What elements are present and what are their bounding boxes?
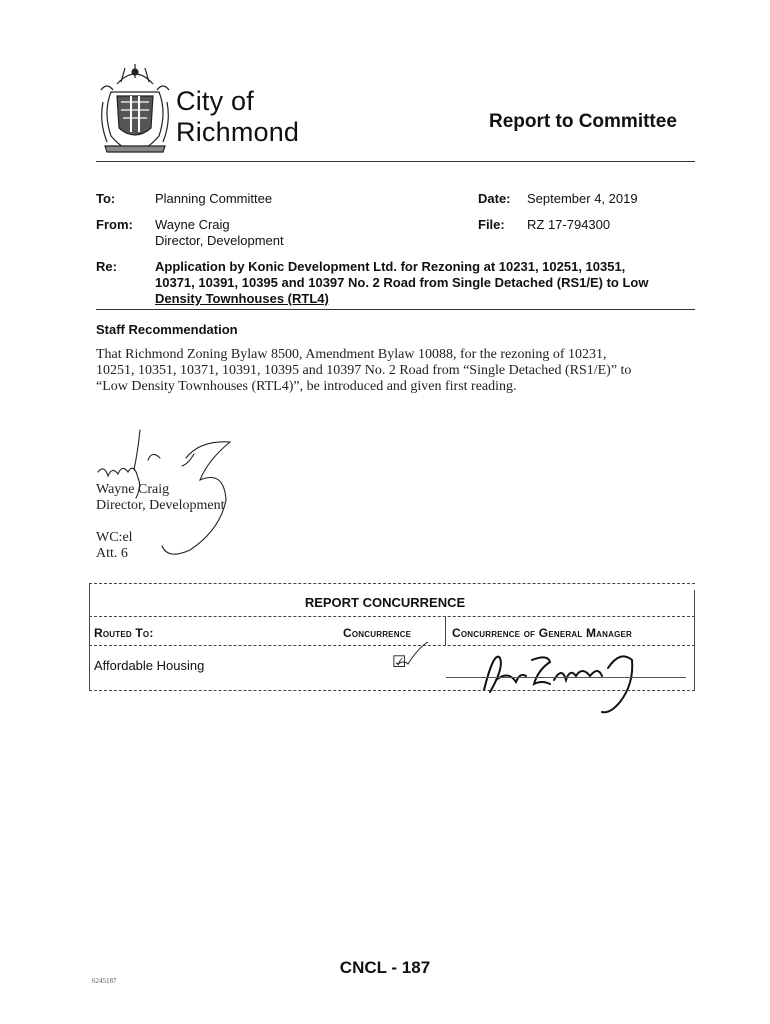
- concurrence-top-border: [89, 583, 695, 584]
- col-gm-concurrence: Concurrence of General Manager: [452, 626, 633, 640]
- date-label: Date:: [478, 191, 511, 206]
- concurrence-check-stroke: [396, 640, 432, 670]
- re-line-2: 10371, 10391, 10395 and 10397 No. 2 Road from Single Detached (RS1/E) to Low: [155, 275, 649, 290]
- gm-signature-line: [446, 677, 686, 678]
- org-logo-text: [176, 86, 299, 148]
- re-label: Re:: [96, 259, 117, 274]
- file-value: RZ 17-794300: [527, 217, 611, 232]
- org-name-line1: City of: [176, 86, 254, 116]
- re-line-1: Application by Konic Development Ltd. for Rezoning at 10231, 10251, 10351,: [155, 259, 626, 274]
- recommendation-line-3: “Low Density Townhouses (RTL4)”, be introduced and given first reading.: [96, 379, 517, 394]
- city-crest-logo: [97, 62, 173, 156]
- page-label: CNCL - 187: [339, 958, 431, 977]
- recommendation-text: [96, 347, 696, 395]
- org-name-line2: Richmond: [176, 117, 300, 147]
- to-label: To:: [96, 191, 116, 206]
- recommendation-line-2: 10251, 10351, 10371, 10391, 10395 and 10397 No. 2 Road from “Single Detached (RS1/E)” to: [96, 363, 632, 378]
- re-subject: [155, 259, 695, 307]
- date-value: September 4, 2019: [527, 191, 638, 206]
- from-name: Wayne Craig: [155, 217, 230, 232]
- from-title: Director, Development: [155, 233, 284, 248]
- col-divider: [445, 617, 446, 645]
- concurrence-check-icon: ☑: [392, 654, 407, 671]
- concurrence-title: REPORT CONCURRENCE: [304, 595, 466, 610]
- typist-initials: WC:el: [96, 530, 133, 545]
- signatory-title: Director, Development: [96, 498, 225, 513]
- routed-to-cell: Affordable Housing: [94, 658, 205, 673]
- header-divider: [96, 161, 695, 162]
- report-title: Report to Committee: [489, 111, 677, 132]
- attachments-count: Att. 6: [96, 546, 128, 561]
- document-number: 6245187: [92, 977, 117, 985]
- concurrence-header-border: [89, 616, 695, 617]
- concurrence-bottom-border: [89, 690, 695, 691]
- subject-divider: [96, 309, 695, 310]
- file-label: File:: [478, 217, 505, 232]
- signature-block: [96, 482, 225, 562]
- staff-recommendation-heading: Staff Recommendation: [96, 322, 238, 337]
- to-value: Planning Committee: [155, 191, 273, 206]
- recommendation-line-1: That Richmond Zoning Bylaw 8500, Amendment Bylaw 10088, for the rezoning of 10231,: [96, 347, 607, 362]
- re-line-3: Density Townhouses (RTL4): [155, 291, 329, 306]
- gm-signature: [470, 640, 650, 718]
- signatory-name: Wayne Craig: [96, 482, 170, 497]
- col-concurrence: Concurrence: [343, 626, 412, 640]
- from-label: From:: [96, 217, 133, 232]
- col-routed-to: Routed To:: [94, 626, 154, 640]
